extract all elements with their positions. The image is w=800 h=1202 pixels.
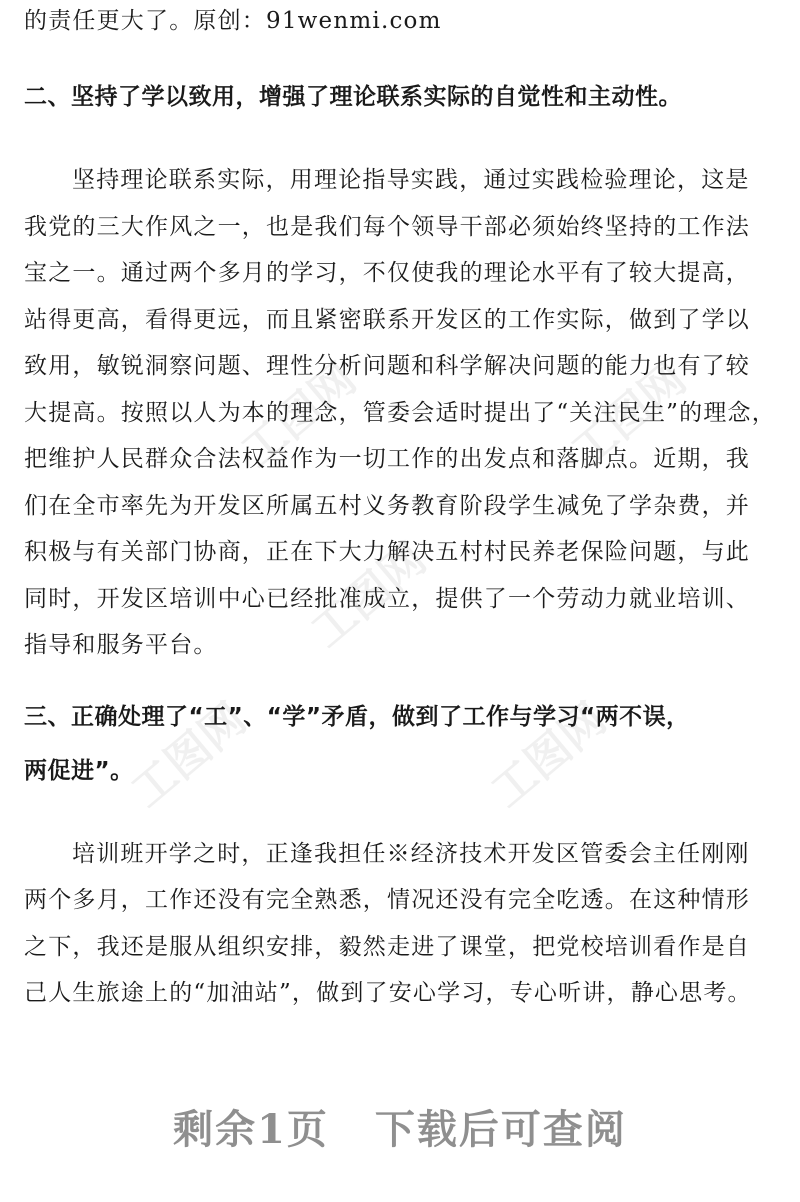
- text-line: 大提高。按照以人为本的理念，管委会适时提出了“关注民生”的理念，: [24, 400, 776, 426]
- remaining-pages-label: 剩余1页: [173, 1106, 329, 1153]
- text-line: 坚持理论联系实际，用理论指导实践，通过实践检验理论，这是: [72, 167, 750, 193]
- text-line: 把维护人民群众合法权益作为一切工作的出发点和落脚点。近期，我: [24, 446, 750, 472]
- watermark: 工图网: [121, 693, 256, 818]
- watermark: 工图网: [561, 353, 696, 478]
- text-line: 的责任更大了。原创：91wenmi.com: [24, 8, 442, 34]
- text-line: 同时，开发区培训中心已经批准成立，提供了一个劳动力就业培训、: [24, 586, 750, 612]
- section-heading-2: 二、坚持了学以致用，增强了理论联系实际的自觉性和主动性。: [24, 84, 682, 110]
- text-line: 己人生旅途上的“加油站”，做到了安心学习，专心听讲，静心思考。: [24, 980, 752, 1006]
- watermark: 工图网: [231, 353, 366, 478]
- watermark: 工图网: [301, 533, 436, 658]
- text-line: 指导和服务平台。: [24, 632, 218, 658]
- watermark: 工图网: [481, 693, 616, 818]
- text-line: 站得更高，看得更远，而且紧密联系开发区的工作实际，做到了学以: [24, 307, 750, 333]
- text-line: 宝之一。通过两个多月的学习，不仅使我的理论水平有了较大提高，: [24, 260, 750, 286]
- text-line: 们在全市率先为开发区所属五村义务教育阶段学生减免了学杂费，并: [24, 493, 750, 519]
- text-line: 两个多月，工作还没有完全熟悉，情况还没有完全吃透。在这种情形: [24, 887, 750, 913]
- text-line: 我党的三大作风之一，也是我们每个领导干部必须始终坚持的工作法: [24, 214, 750, 240]
- text-line: 积极与有关部门协商，正在下大力解决五村村民养老保险问题，与此: [24, 539, 750, 565]
- text-line: 致用，敏锐洞察问题、理性分析问题和科学解决问题的能力也有了较: [24, 353, 750, 379]
- remaining-pages-banner: [0, 1105, 800, 1155]
- text-line: 培训班开学之时，正逢我担任※经济技术开发区管委会主任刚刚: [72, 841, 750, 867]
- section-heading-3: 三、正确处理了“工”、“学”矛盾，做到了工作与学习“两不误，: [24, 704, 690, 730]
- section-heading-3-cont: 两促进”。: [24, 758, 134, 784]
- download-to-view-label: 下载后可查阅: [374, 1106, 627, 1153]
- text-line: 之下，我还是服从组织安排，毅然走进了课堂，把党校培训看作是自: [24, 934, 750, 960]
